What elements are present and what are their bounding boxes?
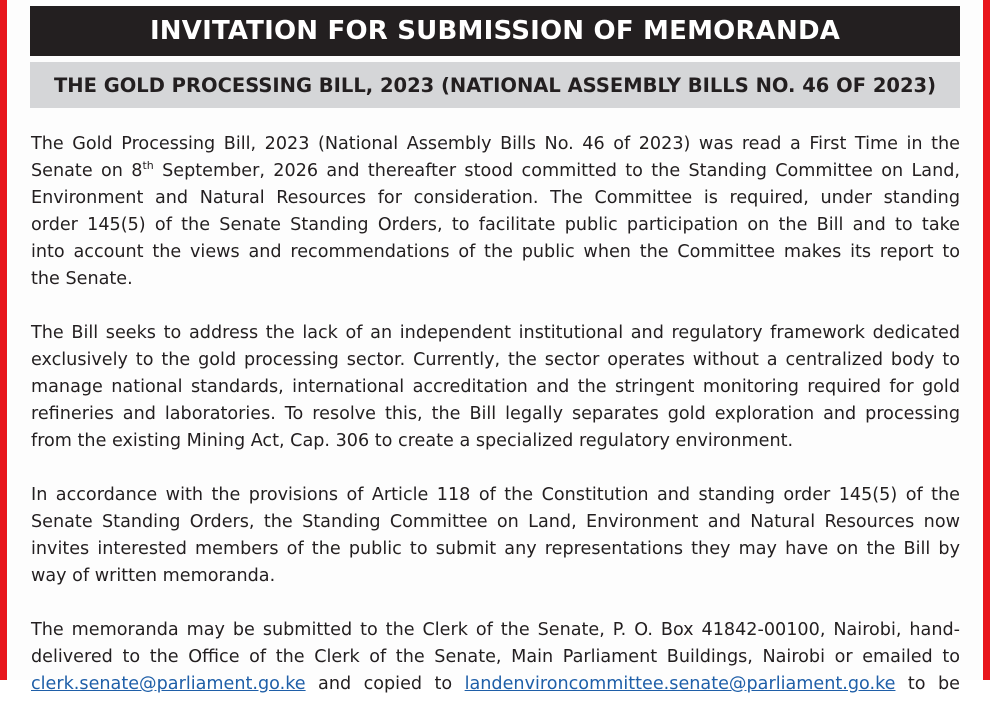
notice-body [31,131,960,725]
text-fragment: Senate on 8 [31,161,143,181]
bill-subtitle: THE GOLD PROCESSING BILL, 2023 (NATIONAL ASSEMBLY BILLS NO. 46 OF 2023) [30,62,960,108]
text-line: Environment and Natural Resources for consideration. The Committee is required, under standing [31,188,960,208]
left-red-border [0,0,7,680]
text-fragment: September, 2026 and thereafter stood committed to the Standing Committee on Land, [153,161,960,181]
text-line: The Bill seeks to address the lack of an independent institutional and regulatory framework dedicated [31,323,960,343]
right-red-border [983,0,990,680]
text-line [31,158,960,185]
text-line: manage national standards, international accreditation and the stringent monitoring required for gold [31,377,960,397]
text-line: way of written memoranda. [31,566,276,586]
text-fragment: to be [895,674,961,694]
paragraph-submission [31,617,960,698]
text-line: order 145(5) of the Senate Standing Orders, to facilitate public participation on the Bill and to take [31,215,960,235]
text-line: delivered to the Office of the Clerk of the Senate, Main Parliament Buildings, Nairobi or emailed to [31,647,960,667]
text-line: The Gold Processing Bill, 2023 (National Assembly Bills No. 46 of 2023) was read a First Time in the [31,134,960,154]
paragraph-introduction [31,131,960,293]
text-fragment: and copied to [305,674,465,694]
notice-title: INVITATION FOR SUBMISSION OF MEMORANDA [30,6,960,56]
ordinal-superscript: th [142,159,154,173]
text-line: The memoranda may be submitted to the Clerk of the Senate, P. O. Box 41842-00100, Nairobi, hand- [31,620,960,640]
text-line: into account the views and recommendations of the public when the Committee makes its report to [31,242,960,262]
text-line: refineries and laboratories. To resolve this, the Bill legally separates gold exploration and processing [31,404,960,424]
committee-email-link[interactable]: landenvironcommittee.senate@parliament.go.ke [464,674,896,694]
clerk-email-link[interactable]: clerk.senate@parliament.go.ke [31,674,306,694]
text-line: the Senate. [31,269,133,289]
text-line: Senate Standing Orders, the Standing Committee on Land, Environment and Natural Resources now [31,512,960,532]
text-line: exclusively to the gold processing sector. Currently, the sector operates without a centralized body to [31,350,960,370]
text-line [31,671,960,698]
paragraph-invitation [31,482,960,590]
text-line: In accordance with the provisions of Article 118 of the Constitution and standing order 145(5) of the [31,485,960,505]
text-line: invites interested members of the public to submit any representations they may have on the Bill by [31,539,960,559]
text-line: from the existing Mining Act, Cap. 306 to create a specialized regulatory environment. [31,431,794,451]
paragraph-bill-purpose [31,320,960,455]
